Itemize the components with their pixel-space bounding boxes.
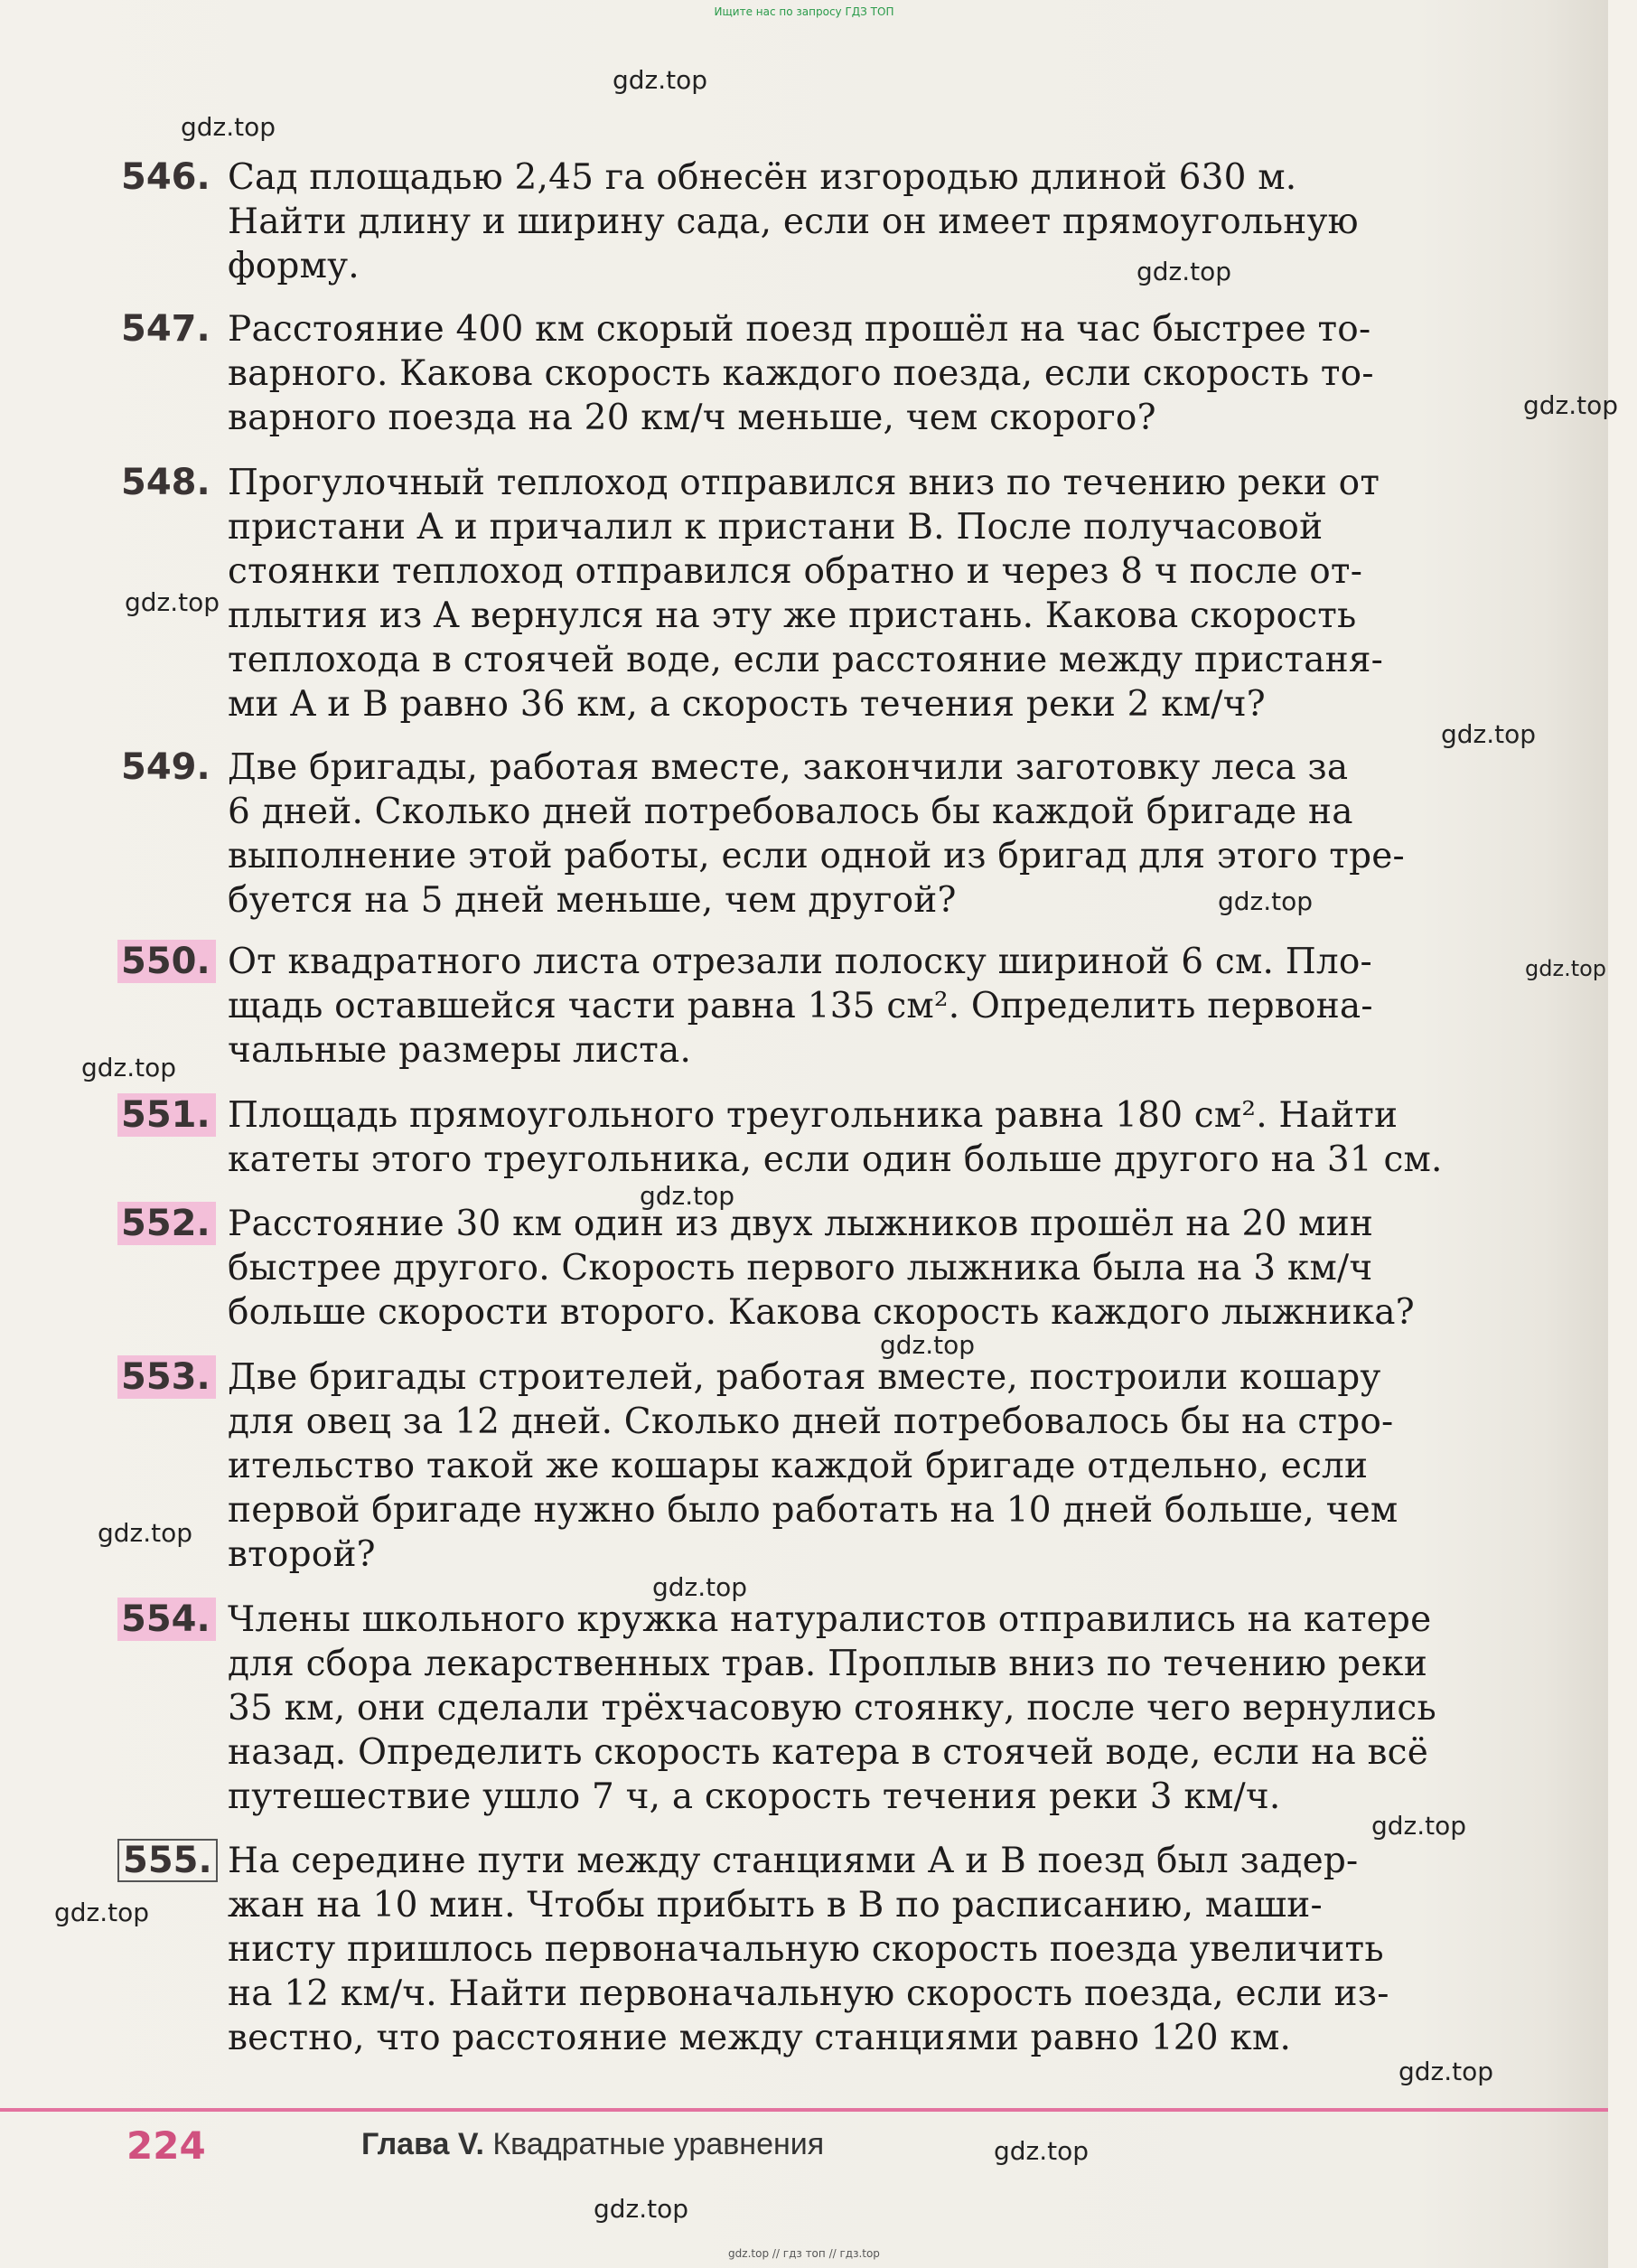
watermark: gdz.top (81, 1053, 177, 1082)
watermark: gdz.top (1441, 719, 1537, 749)
watermark: gdz.top (1218, 886, 1314, 916)
problem-text: Расстояние 400 км скорый поезд прошёл на час быстрее то- варного. Какова скорость каждого поезда, если скорость то- варного поезда на 20 км/ч меньше, чем скорого? (228, 309, 1374, 438)
watermark: gdz.top (98, 1518, 193, 1548)
problem-number: 551. (117, 1093, 216, 1137)
problem-number: 553. (117, 1355, 216, 1399)
watermark: gdz.top (1398, 2057, 1494, 2086)
watermark: gdz.top (994, 2136, 1090, 2166)
watermark: gdz.top (54, 1898, 150, 1927)
problem-text: Члены школьного кружка натуралистов отправились на катере для сбора лекарственных трав. Проплыв вниз по течению реки 35 км, они сделали трёхчасовую стоянку, после чего вернулись назад. Определить скорость катера в стоячей воде, если на всё путешествие ушло 7 ч, а скорость течения реки 3 км/ч. (228, 1599, 1436, 1817)
problem-number: 546. (121, 156, 210, 198)
top-banner[interactable]: Ищите нас по запросу ГДЗ ТОП (714, 5, 894, 18)
problem-number: 550. (117, 940, 216, 983)
problem-number: 552. (117, 1202, 216, 1245)
problem-text: Прогулочный теплоход отправился вниз по течению реки от пристани A и причалил к пристани B. После получасовой стоянки теплоход отправился обратно и через 8 ч после от- плытия из A вернулся на эту же пристань. Какова скорость теплохода в стоячей воде, если расстояние между пристаня- ми A и B равно 36 км, а скорость течения реки 2 км/ч? (228, 463, 1384, 725)
problem-number: 554. (117, 1598, 216, 1641)
problem-text: На середине пути между станциями A и B поезд был задер- жан на 10 мин. Чтобы прибыть в B по расписанию, маши- нисту пришлось первоначальную скорость поезда увеличить на 12 км/ч. Найти первоначальную скорость поезда, если из- вестно, что расстояние между станциями равно 120 км. (228, 1841, 1389, 2058)
bottom-banner[interactable]: gdz.top // гдз топ // гдз.top (728, 2247, 880, 2260)
footer-divider (0, 2108, 1608, 2112)
problem-number: 549. (121, 746, 210, 788)
watermark: gdz.top (1523, 390, 1619, 420)
problem-text: Сад площадью 2,45 га обнесён изгородью длиной 630 м. Найти длину и ширину сада, если он имеет прямоугольную форму. (228, 157, 1359, 286)
watermark: gdz.top (880, 1330, 976, 1360)
watermark: gdz.top (652, 1572, 748, 1602)
problem-text: От квадратного листа отрезали полоску шириной 6 см. Пло- щадь оставшейся части равна 135 см². Определить первона- чальные размеры листа. (228, 942, 1373, 1071)
watermark: gdz.top (640, 1181, 735, 1211)
problem-text: Две бригады строителей, работая вместе, построили кошару для овец за 12 дней. Сколько дней потребовалось бы на стро- ительство такой же кошары каждой бригаде отдельно, если первой бригаде нужно было работать на 10 дней больше, чем второй? (228, 1357, 1398, 1575)
problem-text: Площадь прямоугольного треугольника равна 180 см². Найти катеты этого треугольника, если один больше другого на 31 см. (228, 1095, 1443, 1180)
problem-number: 547. (121, 308, 210, 350)
watermark: gdz.top (125, 587, 220, 617)
problem-text: Две бригады, работая вместе, закончили заготовку леса за 6 дней. Сколько дней потребовалось бы каждой бригаде на выполнение этой работы, если одной из бригад для этого тре- буется на 5 дней меньше, чем другой? (228, 747, 1405, 921)
watermark: gdz.top (1525, 956, 1607, 981)
watermark: gdz.top (181, 112, 276, 142)
page-number: 224 (126, 2123, 206, 2168)
watermark: gdz.top (613, 65, 708, 95)
watermark: gdz.top (594, 2194, 689, 2224)
chapter-title: Глава V. Квадратные уравнения (361, 2127, 825, 2161)
problem-text: Расстояние 30 км один из двух лыжников прошёл на 20 мин быстрее другого. Скорость первого лыжника была на 3 км/ч больше скорости второго. Какова скорость каждого лыжника? (228, 1204, 1415, 1333)
watermark: gdz.top (1137, 257, 1232, 286)
problem-number: 548. (121, 462, 210, 503)
problem-number: 555. (117, 1839, 218, 1882)
watermark: gdz.top (1371, 1811, 1467, 1841)
